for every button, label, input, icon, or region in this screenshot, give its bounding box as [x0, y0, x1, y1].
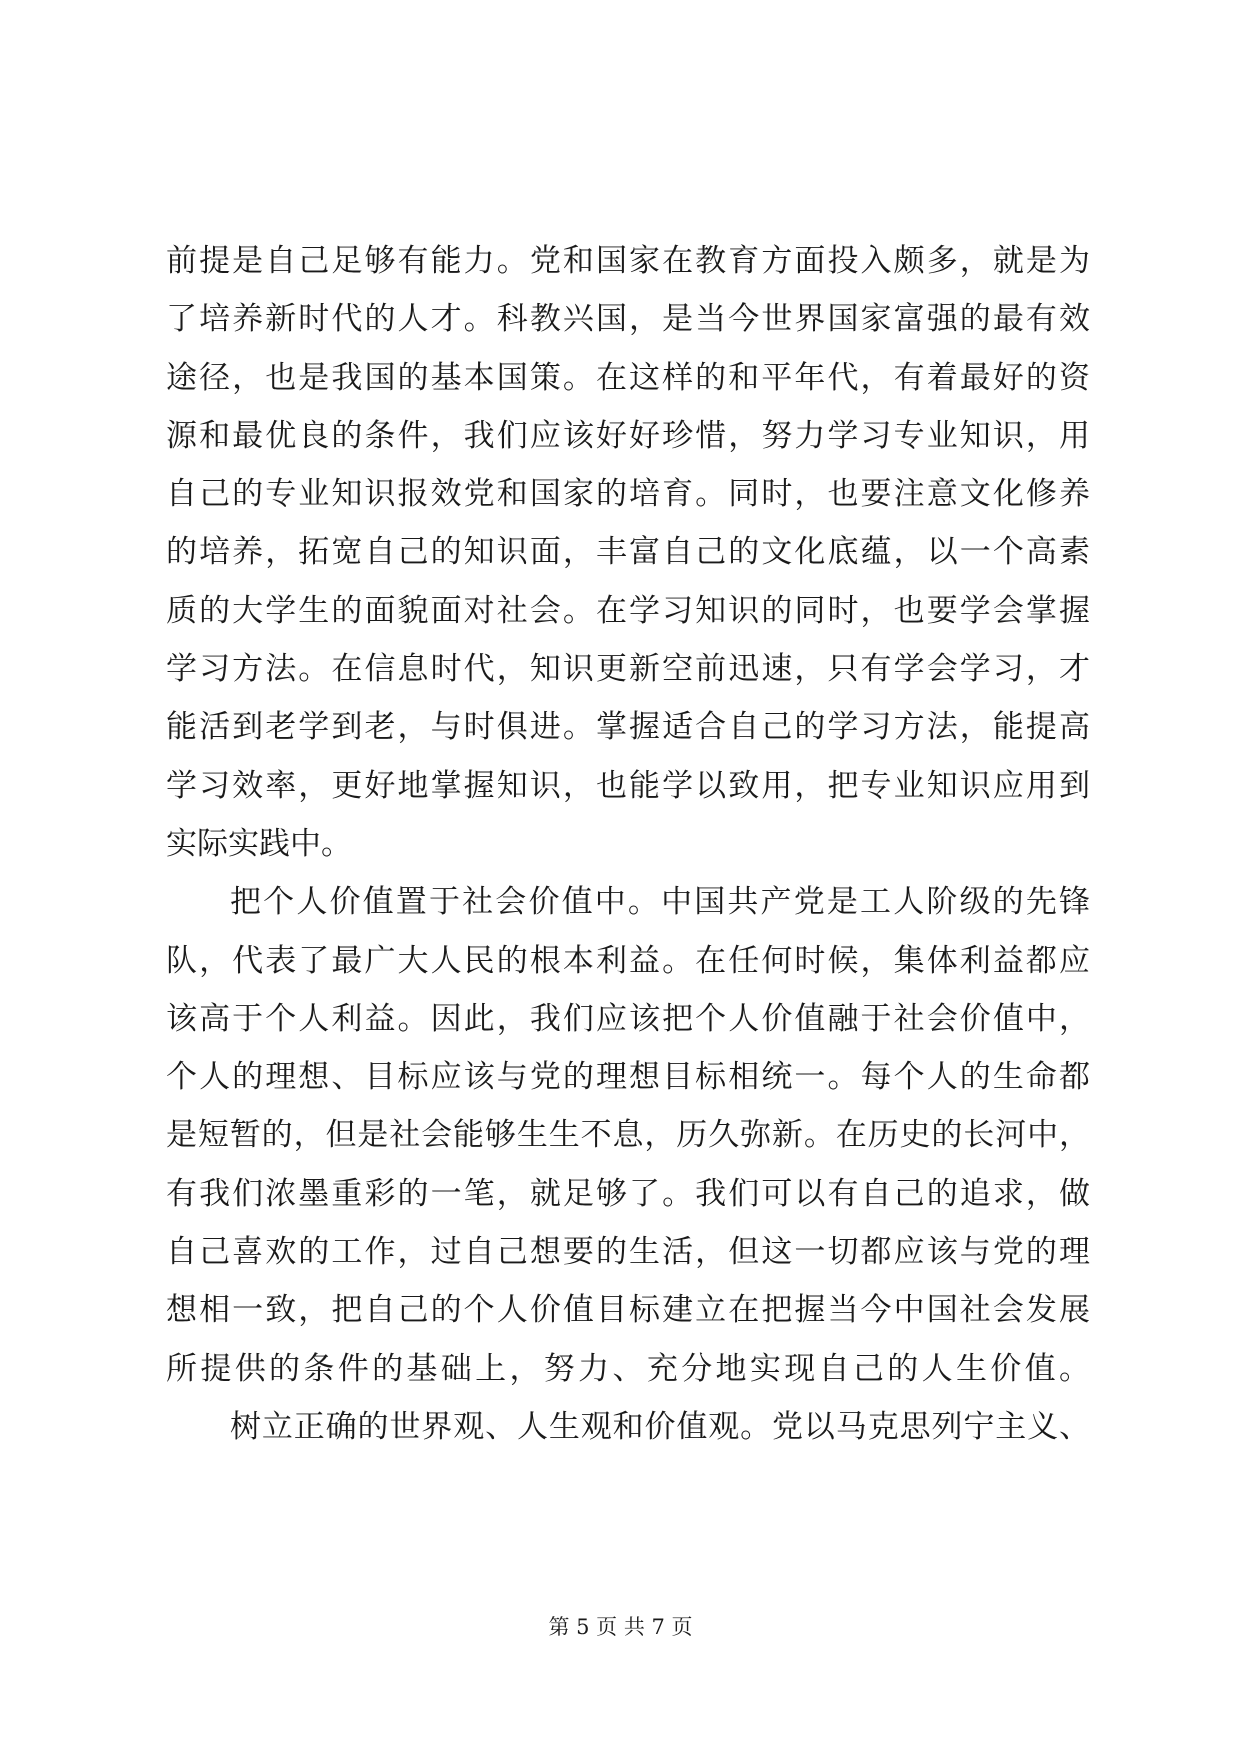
text-line: 能活到老学到老，与时俱进。掌握适合自己的学习方法，能提高: [166, 709, 1090, 746]
text-line: 把个人价值置于社会价值中。中国共产党是工人阶级的先锋: [230, 884, 1090, 921]
text-line: 有我们浓墨重彩的一笔，就足够了。我们可以有自己的追求，做: [166, 1175, 1090, 1212]
text-line: 队，代表了最广大人民的根本利益。在任何时候，集体利益都应: [166, 942, 1090, 979]
text-line: 是短暂的，但是社会能够生生不息，历久弥新。在历史的长河中，: [166, 1117, 1090, 1154]
text-line: 自己的专业知识报效党和国家的培育。同时，也要注意文化修养: [166, 476, 1090, 513]
text-line: 该高于个人利益。因此，我们应该把个人价值融于社会价值中，: [166, 1000, 1090, 1037]
text-line: 想相一致，把自己的个人价值目标建立在把握当今中国社会发展: [166, 1292, 1090, 1329]
text-line: 学习方法。在信息时代，知识更新空前迅速，只有学会学习，才: [166, 651, 1090, 688]
text-line: 源和最优良的条件，我们应该好好珍惜，努力学习专业知识，用: [166, 417, 1090, 454]
text-line: 树立正确的世界观、人生观和价值观。党以马克思列宁主义、: [230, 1408, 1090, 1445]
text-line: 实际实践中。: [166, 825, 352, 862]
paragraph-1: [166, 232, 1090, 873]
text-line: 前提是自己足够有能力。党和国家在教育方面投入颇多，就是为: [166, 243, 1090, 279]
text-line: 自己喜欢的工作，过自己想要的生活，但这一切都应该与党的理: [166, 1234, 1090, 1271]
page-footer: [0, 1612, 1241, 1642]
body-text: [166, 232, 1090, 1456]
text-line: 的培养，拓宽自己的知识面，丰富自己的文化底蕴，以一个高素: [166, 534, 1090, 571]
text-line: 了培养新时代的人才。科教兴国，是当今世界国家富强的最有效: [166, 301, 1090, 338]
text-line: 个人的理想、目标应该与党的理想目标相统一。每个人的生命都: [166, 1059, 1090, 1096]
text-line: 途径，也是我国的基本国策。在这样的和平年代，有着最好的资: [166, 359, 1090, 396]
text-line: 质的大学生的面貌面对社会。在学习知识的同时，也要学会掌握: [166, 592, 1090, 629]
paragraph-2: [166, 873, 1090, 1398]
text-line: 学习效率，更好地掌握知识，也能学以致用，把专业知识应用到: [166, 767, 1090, 804]
text-line: 所提供的条件的基础上，努力、充分地实现自己的人生价值。: [166, 1350, 1090, 1387]
paragraph-3: [166, 1398, 1090, 1456]
page-number-label: 第 5 页 共 7 页: [548, 1615, 693, 1639]
